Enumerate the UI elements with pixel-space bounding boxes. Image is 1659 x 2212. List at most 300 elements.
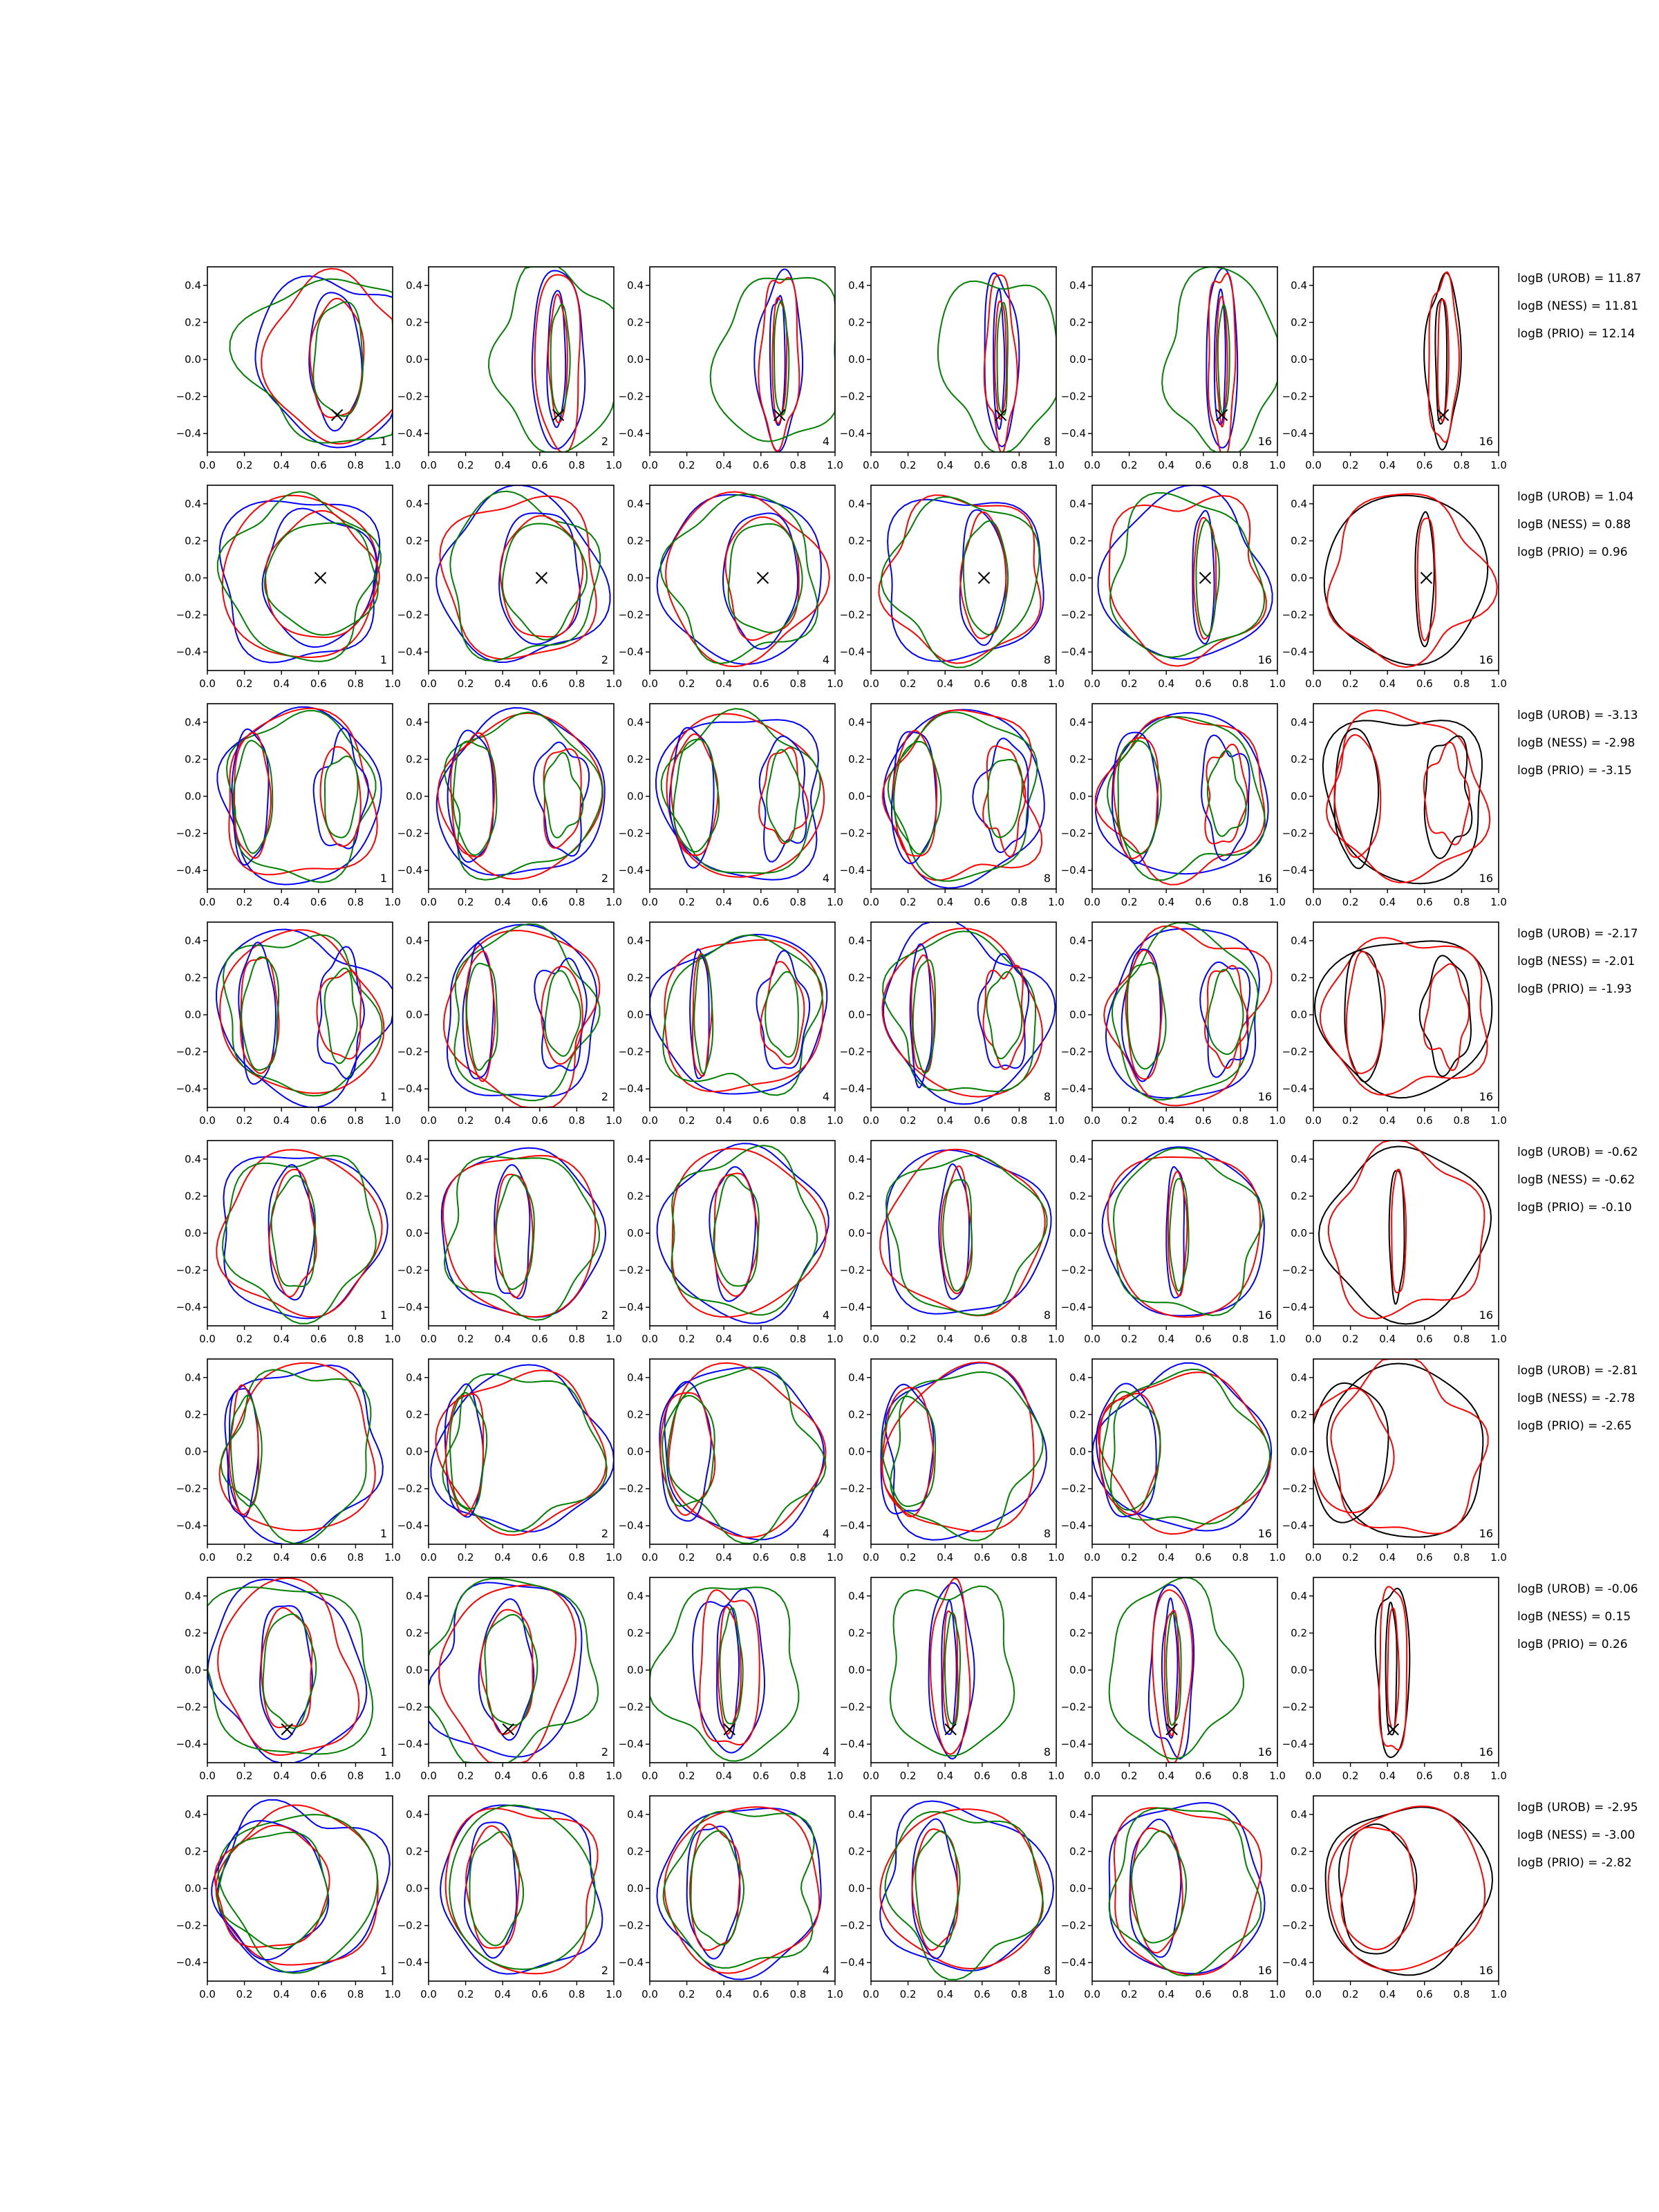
x-tick-label: 1.0 (1269, 1114, 1286, 1127)
x-tick-label: 0.2 (899, 459, 917, 471)
x-tick-label: 0.8 (1011, 1770, 1028, 1782)
y-tick-label: 0.4 (1291, 279, 1307, 292)
x-tick-label: 0.8 (1232, 1114, 1249, 1127)
x-tick-label: 0.0 (863, 1114, 879, 1127)
panel-number-label: 4 (822, 1309, 830, 1322)
y-tick-label: −0.4 (397, 1082, 422, 1096)
x-tick-label: 0.8 (1232, 459, 1249, 471)
x-tick-label: 0.6 (1416, 677, 1433, 690)
x-tick-label: 0.0 (199, 1770, 216, 1782)
panel-number-label: 4 (822, 653, 830, 666)
y-tick-label: −0.2 (1060, 1264, 1086, 1277)
y-tick-label: −0.4 (1060, 1082, 1086, 1096)
x-tick-label: 1.0 (384, 1333, 401, 1345)
y-tick-label: 0.0 (406, 790, 422, 803)
y-tick-label: 0.0 (1069, 572, 1086, 584)
x-tick-label: 0.4 (273, 1551, 290, 1564)
y-tick-label: 0.4 (185, 1152, 201, 1165)
y-tick-label: −0.2 (1282, 827, 1307, 840)
y-tick-label: 0.4 (627, 1371, 644, 1384)
panel-number-label: 8 (1043, 872, 1051, 885)
x-tick-label: 0.6 (531, 1333, 548, 1345)
x-tick-label: 1.0 (384, 1551, 401, 1564)
x-tick-label: 0.2 (236, 1770, 253, 1782)
x-tick-label: 0.0 (420, 1551, 437, 1564)
x-tick-label: 0.4 (937, 1114, 954, 1127)
logb-annotation: logB (NESS) = 11.81 (1517, 299, 1639, 313)
x-tick-label: 0.2 (1342, 896, 1359, 908)
y-tick-label: 0.2 (1291, 971, 1307, 984)
x-tick-label: 0.2 (678, 896, 695, 908)
x-tick-label: 0.8 (347, 1551, 364, 1564)
x-tick-label: 0.6 (1194, 677, 1212, 690)
x-tick-label: 0.6 (1416, 1551, 1433, 1564)
x-tick-label: 0.0 (641, 459, 658, 471)
panel-number-label: 16 (1257, 653, 1272, 666)
x-tick-label: 0.8 (1011, 459, 1028, 471)
x-tick-label: 0.4 (1158, 1988, 1175, 2000)
y-tick-label: −0.4 (397, 1738, 422, 1751)
y-tick-label: 0.0 (1069, 1009, 1086, 1021)
y-tick-label: −0.4 (618, 646, 644, 659)
x-tick-label: 0.6 (752, 677, 769, 690)
y-tick-label: 0.4 (1291, 715, 1307, 729)
x-tick-label: 0.4 (715, 1114, 733, 1127)
y-tick-label: −0.2 (397, 1482, 422, 1495)
panel-number-label: 16 (1479, 872, 1493, 885)
logb-annotation: logB (PRIO) = 0.26 (1517, 1638, 1628, 1651)
y-tick-label: 0.4 (406, 934, 422, 947)
x-tick-label: 0.8 (789, 896, 807, 908)
x-tick-label: 0.6 (1416, 1333, 1433, 1345)
x-tick-label: 1.0 (606, 1988, 622, 2000)
x-tick-label: 0.4 (494, 677, 512, 690)
x-tick-label: 0.2 (1121, 1333, 1138, 1345)
y-tick-label: 0.0 (627, 1445, 644, 1458)
x-tick-label: 0.2 (899, 1333, 917, 1345)
y-tick-label: 0.0 (848, 1227, 865, 1239)
x-tick-label: 0.0 (199, 1333, 216, 1345)
x-tick-label: 0.8 (1232, 1551, 1249, 1564)
y-tick-label: −0.4 (1282, 864, 1307, 877)
x-tick-label: 0.2 (678, 1770, 695, 1782)
y-tick-label: 0.0 (1291, 1882, 1307, 1895)
panel-number-label: 4 (822, 1745, 830, 1759)
x-tick-label: 0.6 (310, 1770, 327, 1782)
x-tick-label: 0.6 (752, 896, 769, 908)
y-tick-label: 0.2 (1291, 534, 1307, 547)
y-tick-label: 0.2 (848, 1408, 865, 1421)
y-tick-label: 0.4 (1069, 715, 1086, 729)
x-tick-label: 0.8 (1232, 1333, 1249, 1345)
x-tick-label: 1.0 (1048, 1551, 1065, 1564)
x-tick-label: 0.4 (273, 677, 290, 690)
y-tick-label: −0.2 (176, 1919, 201, 1932)
x-tick-label: 0.6 (1416, 1114, 1433, 1127)
y-tick-label: −0.2 (397, 1700, 422, 1714)
x-tick-label: 0.8 (789, 1988, 807, 2000)
y-tick-label: 0.0 (185, 1227, 201, 1239)
x-tick-label: 0.8 (347, 459, 364, 471)
x-tick-label: 0.0 (863, 896, 879, 908)
x-tick-label: 0.4 (715, 896, 733, 908)
y-tick-label: 0.4 (848, 497, 865, 510)
x-tick-label: 0.4 (1379, 1770, 1396, 1782)
x-tick-label: 0.0 (1084, 1988, 1100, 2000)
x-tick-label: 0.4 (273, 896, 290, 908)
x-tick-label: 0.6 (752, 1333, 769, 1345)
x-tick-label: 0.0 (1305, 677, 1322, 690)
y-tick-label: 0.2 (406, 971, 422, 984)
x-tick-label: 0.0 (199, 896, 216, 908)
x-tick-label: 0.0 (420, 677, 437, 690)
x-tick-label: 0.2 (1342, 677, 1359, 690)
y-tick-label: 0.0 (1069, 353, 1086, 366)
y-tick-label: −0.2 (1282, 1045, 1307, 1058)
y-tick-label: 0.0 (185, 353, 201, 366)
x-tick-label: 0.4 (715, 1551, 733, 1564)
x-tick-label: 0.0 (1305, 1333, 1322, 1345)
x-tick-label: 0.0 (1305, 1988, 1322, 2000)
y-tick-label: −0.4 (618, 1738, 644, 1751)
x-tick-label: 0.6 (752, 1114, 769, 1127)
y-tick-label: 0.4 (185, 1808, 201, 1821)
panel-number-label: 1 (379, 435, 387, 448)
y-tick-label: 0.4 (627, 934, 644, 947)
x-tick-label: 0.2 (236, 1988, 253, 2000)
x-tick-label: 0.2 (236, 896, 253, 908)
y-tick-label: 0.0 (627, 1882, 644, 1895)
y-tick-label: −0.2 (1282, 390, 1307, 403)
x-tick-label: 0.2 (1121, 1770, 1138, 1782)
x-tick-label: 0.8 (347, 896, 364, 908)
x-tick-label: 1.0 (827, 896, 843, 908)
panel-number-label: 1 (379, 1309, 387, 1322)
y-tick-label: 0.2 (1291, 316, 1307, 329)
panel-number-label: 16 (1257, 872, 1272, 885)
y-tick-label: −0.2 (618, 390, 644, 403)
logb-annotation: logB (PRIO) = -0.10 (1517, 1201, 1632, 1215)
y-tick-label: −0.2 (1060, 1700, 1086, 1714)
y-tick-label: −0.2 (839, 390, 865, 403)
y-tick-label: −0.4 (839, 864, 865, 877)
x-tick-label: 1.0 (1490, 459, 1507, 471)
y-tick-label: −0.4 (397, 1519, 422, 1533)
y-tick-label: −0.2 (1060, 827, 1086, 840)
x-tick-label: 0.8 (1232, 677, 1249, 690)
y-tick-label: −0.4 (839, 646, 865, 659)
panel-number-label: 16 (1257, 1309, 1272, 1322)
y-tick-label: 0.0 (848, 790, 865, 803)
y-tick-label: 0.4 (406, 497, 422, 510)
x-tick-label: 0.0 (863, 1551, 879, 1564)
y-tick-label: 0.0 (1069, 1664, 1086, 1676)
x-tick-label: 0.8 (568, 1770, 585, 1782)
y-tick-label: −0.2 (1282, 608, 1307, 621)
panel-number-label: 2 (601, 653, 608, 666)
panel-number-label: 16 (1479, 1527, 1493, 1540)
y-tick-label: 0.2 (185, 753, 201, 766)
x-tick-label: 0.0 (420, 1114, 437, 1127)
y-tick-label: 0.0 (848, 1664, 865, 1676)
panel-number-label: 8 (1043, 1527, 1051, 1540)
y-tick-label: 0.4 (185, 934, 201, 947)
x-tick-label: 0.6 (1194, 1551, 1212, 1564)
x-tick-label: 0.4 (1379, 459, 1396, 471)
x-tick-label: 0.6 (1416, 459, 1433, 471)
y-tick-label: 0.4 (848, 1152, 865, 1165)
x-tick-label: 0.2 (899, 677, 917, 690)
x-tick-label: 0.0 (641, 1551, 658, 1564)
x-tick-label: 0.2 (678, 677, 695, 690)
y-tick-label: 0.0 (406, 1664, 422, 1676)
x-tick-label: 0.0 (420, 1770, 437, 1782)
x-tick-label: 0.4 (494, 896, 512, 908)
x-tick-label: 1.0 (606, 896, 622, 908)
x-tick-label: 0.6 (310, 896, 327, 908)
y-tick-label: 0.2 (1069, 534, 1086, 547)
logb-annotation: logB (NESS) = 0.15 (1517, 1610, 1631, 1624)
x-tick-label: 0.8 (1232, 1988, 1249, 2000)
x-tick-label: 1.0 (827, 1770, 843, 1782)
y-tick-label: 0.0 (1291, 1009, 1307, 1021)
y-tick-label: −0.4 (1060, 427, 1086, 440)
y-tick-label: 0.0 (1291, 353, 1307, 366)
y-tick-label: 0.2 (848, 316, 865, 329)
panel-number-label: 16 (1257, 1745, 1272, 1759)
y-tick-label: −0.4 (618, 1301, 644, 1314)
y-tick-label: −0.4 (1282, 1301, 1307, 1314)
y-tick-label: −0.4 (618, 427, 644, 440)
panel-number-label: 16 (1479, 1745, 1493, 1759)
x-tick-label: 0.2 (236, 459, 253, 471)
y-tick-label: 0.2 (627, 971, 644, 984)
y-tick-label: 0.4 (848, 279, 865, 292)
x-tick-label: 1.0 (384, 677, 401, 690)
x-tick-label: 0.6 (1194, 1114, 1212, 1127)
x-tick-label: 0.4 (715, 1770, 733, 1782)
x-tick-label: 0.6 (531, 1770, 548, 1782)
y-tick-label: −0.4 (397, 427, 422, 440)
y-tick-label: 0.0 (185, 572, 201, 584)
x-tick-label: 0.8 (1011, 1114, 1028, 1127)
y-tick-label: 0.2 (627, 316, 644, 329)
x-tick-label: 0.4 (1379, 677, 1396, 690)
y-tick-label: 0.2 (848, 971, 865, 984)
y-tick-label: 0.0 (406, 353, 422, 366)
y-tick-label: 0.0 (848, 1882, 865, 1895)
x-tick-label: 0.8 (1453, 1114, 1470, 1127)
x-tick-label: 0.8 (1453, 1988, 1470, 2000)
panel-number-label: 16 (1479, 1309, 1493, 1322)
y-tick-label: −0.2 (176, 1700, 201, 1714)
x-tick-label: 0.6 (752, 459, 769, 471)
y-tick-label: 0.0 (1291, 790, 1307, 803)
x-tick-label: 0.2 (1121, 896, 1138, 908)
x-tick-label: 0.6 (973, 1114, 991, 1127)
y-tick-label: −0.4 (1282, 427, 1307, 440)
y-tick-label: 0.2 (1069, 1408, 1086, 1421)
x-tick-label: 0.2 (457, 1114, 474, 1127)
x-tick-label: 0.0 (1084, 1770, 1100, 1782)
panel-number-label: 1 (379, 653, 387, 666)
x-tick-label: 0.6 (1194, 1333, 1212, 1345)
x-tick-label: 0.2 (457, 1770, 474, 1782)
x-tick-label: 1.0 (827, 459, 843, 471)
x-tick-label: 0.6 (973, 1333, 991, 1345)
x-tick-label: 0.2 (678, 1114, 695, 1127)
y-tick-label: −0.2 (176, 390, 201, 403)
logb-annotation: logB (PRIO) = 0.96 (1517, 545, 1628, 559)
x-tick-label: 0.8 (1232, 896, 1249, 908)
logb-annotation: logB (UROB) = -3.13 (1517, 709, 1638, 722)
y-tick-label: −0.4 (397, 1301, 422, 1314)
x-tick-label: 0.8 (1011, 1333, 1028, 1345)
y-tick-label: −0.4 (618, 864, 644, 877)
x-tick-label: 0.0 (199, 1551, 216, 1564)
x-tick-label: 0.8 (347, 1333, 364, 1345)
y-tick-label: 0.2 (848, 1845, 865, 1858)
x-tick-label: 0.0 (199, 459, 216, 471)
x-tick-label: 0.8 (568, 677, 585, 690)
x-tick-label: 0.6 (310, 677, 327, 690)
y-tick-label: 0.4 (627, 497, 644, 510)
y-tick-label: 0.2 (1291, 753, 1307, 766)
y-tick-label: 0.4 (1069, 1371, 1086, 1384)
y-tick-label: −0.4 (1282, 646, 1307, 659)
x-tick-label: 0.0 (863, 1770, 879, 1782)
y-tick-label: 0.4 (627, 1589, 644, 1602)
y-tick-label: −0.4 (176, 1956, 201, 1969)
x-tick-label: 0.4 (273, 1770, 290, 1782)
x-tick-label: 0.0 (863, 1333, 879, 1345)
x-tick-label: 1.0 (1269, 1988, 1286, 2000)
logb-annotation: logB (NESS) = -2.78 (1517, 1391, 1635, 1405)
logb-annotation: logB (UROB) = -2.81 (1517, 1364, 1638, 1378)
y-tick-label: 0.0 (627, 1664, 644, 1676)
y-tick-label: 0.2 (185, 971, 201, 984)
x-tick-label: 0.6 (1416, 1988, 1433, 2000)
y-tick-label: 0.4 (406, 1808, 422, 1821)
y-tick-label: 0.0 (1291, 1227, 1307, 1239)
x-tick-label: 0.8 (1011, 677, 1028, 690)
x-tick-label: 0.2 (457, 896, 474, 908)
y-tick-label: 0.4 (185, 1371, 201, 1384)
logb-annotation: logB (NESS) = -2.01 (1517, 955, 1635, 968)
x-tick-label: 0.8 (789, 1333, 807, 1345)
y-tick-label: −0.4 (176, 1738, 201, 1751)
x-tick-label: 0.2 (1342, 459, 1359, 471)
y-tick-label: 0.4 (185, 279, 201, 292)
y-tick-label: 0.4 (185, 497, 201, 510)
y-tick-label: −0.2 (1282, 1700, 1307, 1714)
y-tick-label: −0.2 (839, 827, 865, 840)
x-tick-label: 0.2 (899, 896, 917, 908)
x-tick-label: 0.6 (310, 1333, 327, 1345)
x-tick-label: 0.8 (1453, 1770, 1470, 1782)
x-tick-label: 0.4 (1158, 1770, 1175, 1782)
x-tick-label: 0.0 (420, 1988, 437, 2000)
y-tick-label: −0.2 (1060, 1482, 1086, 1495)
y-tick-label: 0.4 (848, 1808, 865, 1821)
x-tick-label: 0.0 (420, 896, 437, 908)
y-tick-label: 0.4 (185, 1589, 201, 1602)
x-tick-label: 0.0 (1084, 677, 1100, 690)
logb-annotation: logB (PRIO) = -2.65 (1517, 1419, 1632, 1433)
y-tick-label: 0.0 (185, 790, 201, 803)
x-tick-label: 0.2 (678, 1551, 695, 1564)
x-tick-label: 0.6 (973, 896, 991, 908)
y-tick-label: −0.2 (397, 608, 422, 621)
y-tick-label: 0.4 (1291, 1589, 1307, 1602)
x-tick-label: 0.8 (1453, 677, 1470, 690)
x-tick-label: 1.0 (1048, 896, 1065, 908)
x-tick-label: 0.4 (494, 1988, 512, 2000)
panel-number-label: 4 (822, 872, 830, 885)
x-tick-label: 0.2 (457, 677, 474, 690)
x-tick-label: 0.4 (937, 1333, 954, 1345)
x-tick-label: 0.8 (347, 1770, 364, 1782)
y-tick-label: 0.4 (1069, 279, 1086, 292)
x-tick-label: 0.2 (1121, 677, 1138, 690)
x-tick-label: 0.8 (347, 1988, 364, 2000)
y-tick-label: 0.0 (406, 1227, 422, 1239)
panel-number-label: 1 (379, 1964, 387, 1977)
x-tick-label: 0.2 (1342, 1114, 1359, 1127)
y-tick-label: 0.2 (848, 534, 865, 547)
y-tick-label: 0.2 (627, 1845, 644, 1858)
y-tick-label: 0.4 (1069, 934, 1086, 947)
x-tick-label: 0.8 (789, 1551, 807, 1564)
y-tick-label: 0.0 (406, 572, 422, 584)
x-tick-label: 0.0 (199, 1114, 216, 1127)
x-tick-label: 0.6 (1194, 1770, 1212, 1782)
x-tick-label: 0.0 (199, 1988, 216, 2000)
y-tick-label: −0.4 (1282, 1956, 1307, 1969)
y-tick-label: 0.4 (1291, 934, 1307, 947)
y-tick-label: 0.4 (627, 279, 644, 292)
x-tick-label: 1.0 (827, 1114, 843, 1127)
y-tick-label: 0.2 (627, 1190, 644, 1203)
panel-number-label: 16 (1479, 1090, 1493, 1103)
x-tick-label: 0.6 (752, 1988, 769, 2000)
y-tick-label: 0.2 (627, 1627, 644, 1640)
panel-number-label: 2 (601, 435, 608, 448)
x-tick-label: 0.6 (531, 1551, 548, 1564)
x-tick-label: 0.8 (347, 1114, 364, 1127)
y-tick-label: −0.2 (839, 1700, 865, 1714)
x-tick-label: 0.2 (457, 1988, 474, 2000)
x-tick-label: 0.4 (937, 459, 954, 471)
x-tick-label: 1.0 (1490, 1114, 1507, 1127)
x-tick-label: 0.0 (1305, 1114, 1322, 1127)
y-tick-label: 0.2 (848, 1627, 865, 1640)
logb-annotation: logB (NESS) = -0.62 (1517, 1173, 1635, 1187)
y-tick-label: −0.2 (397, 1045, 422, 1058)
y-tick-label: −0.4 (1282, 1519, 1307, 1533)
y-tick-label: −0.4 (397, 1956, 422, 1969)
y-tick-label: 0.2 (848, 753, 865, 766)
x-tick-label: 0.0 (199, 677, 216, 690)
x-tick-label: 0.0 (641, 896, 658, 908)
x-tick-label: 0.4 (1379, 1114, 1396, 1127)
y-tick-label: −0.4 (1060, 646, 1086, 659)
y-tick-label: 0.0 (848, 353, 865, 366)
logb-annotation: logB (PRIO) = -2.82 (1517, 1856, 1632, 1870)
y-tick-label: 0.4 (185, 715, 201, 729)
y-tick-label: 0.2 (1291, 1627, 1307, 1640)
x-tick-label: 0.6 (310, 459, 327, 471)
